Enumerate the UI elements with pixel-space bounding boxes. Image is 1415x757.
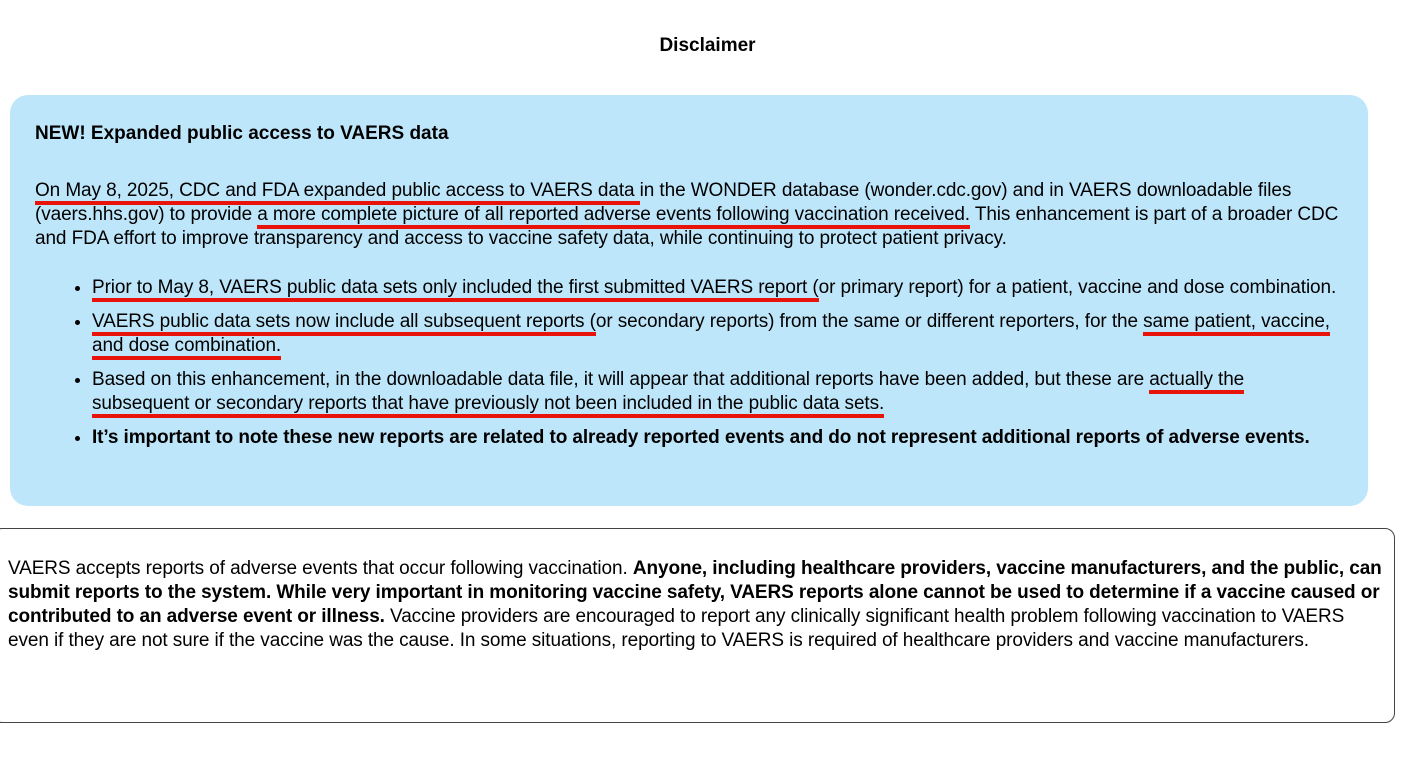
text-segment: or secondary reports) from the same or different reporters, for the: [595, 311, 1144, 332]
red-underlined-text: VAERS public data sets now include all subsequent reports (: [92, 311, 596, 336]
text-segment: VAERS accepts reports of adverse events that occur following vaccination.: [8, 558, 633, 579]
red-underlined-text: Prior to May 8, VAERS public data sets only included the first submitted VAERS report (: [92, 277, 819, 302]
notice-bullet-text: [92, 427, 1310, 448]
notice-bullet-item: [92, 276, 1340, 300]
notice-bullet-item: [92, 310, 1340, 358]
notice-bullet-text: [92, 311, 1330, 360]
notice-intro-paragraph: [35, 179, 1340, 251]
text-segment: or primary report) for a patient, vaccine and dose combination.: [818, 277, 1337, 298]
red-underlined-text: actually the subsequent or secondary reports that have previously not been included in the public data sets.: [92, 369, 1244, 418]
text-segment: Vaccine providers are encouraged to report any clinically significant health problem following vaccination to VAERS even if they are not sure if the vaccine was the cause. In some situations, reporting to VAERS is required of healthcare providers and vaccine manufacturers.: [8, 606, 1345, 651]
info-paragraph: [8, 557, 1382, 653]
notice-bullet-item: [92, 426, 1340, 450]
info-box: [0, 528, 1395, 723]
notice-bullet-text: [92, 369, 1244, 418]
notice-box: [10, 95, 1368, 506]
text-segment: in the WONDER database (wonder.cdc.gov) and in VAERS downloadable files (vaers.hhs.gov) to provide: [35, 180, 1292, 225]
notice-heading: NEW! Expanded public access to VAERS data: [35, 123, 449, 144]
red-underlined-text: same patient, vaccine, and dose combination.: [92, 311, 1330, 360]
red-underlined-text: a more complete picture of all reported adverse events following vaccination received.: [257, 204, 970, 229]
text-segment: It’s important to note these new reports are related to already reported events and do not represent additional reports of adverse events.: [92, 427, 1310, 448]
notice-bullet-text: [92, 277, 1336, 302]
page-title: Disclaimer: [659, 35, 756, 56]
red-underlined-text: On May 8, 2025, CDC and FDA expanded public access to VAERS data: [35, 180, 640, 205]
notice-bullet-list: [35, 276, 1340, 450]
text-segment: Based on this enhancement, in the downloadable data file, it will appear that additional reports have been added, but these are: [92, 369, 1150, 390]
notice-bullet-item: [92, 368, 1340, 416]
text-segment: This enhancement is part of a broader CDC and FDA effort to improve transparency and access to vaccine safety data, while continuing to protect patient privacy.: [35, 204, 1339, 249]
text-segment: Anyone, including healthcare providers, vaccine manufacturers, and the public, can submit reports to the system. While very important in monitoring vaccine safety, VAERS reports alone cannot be used to determine if a vaccine caused or contributed to an adverse event or illness.: [8, 558, 1382, 627]
